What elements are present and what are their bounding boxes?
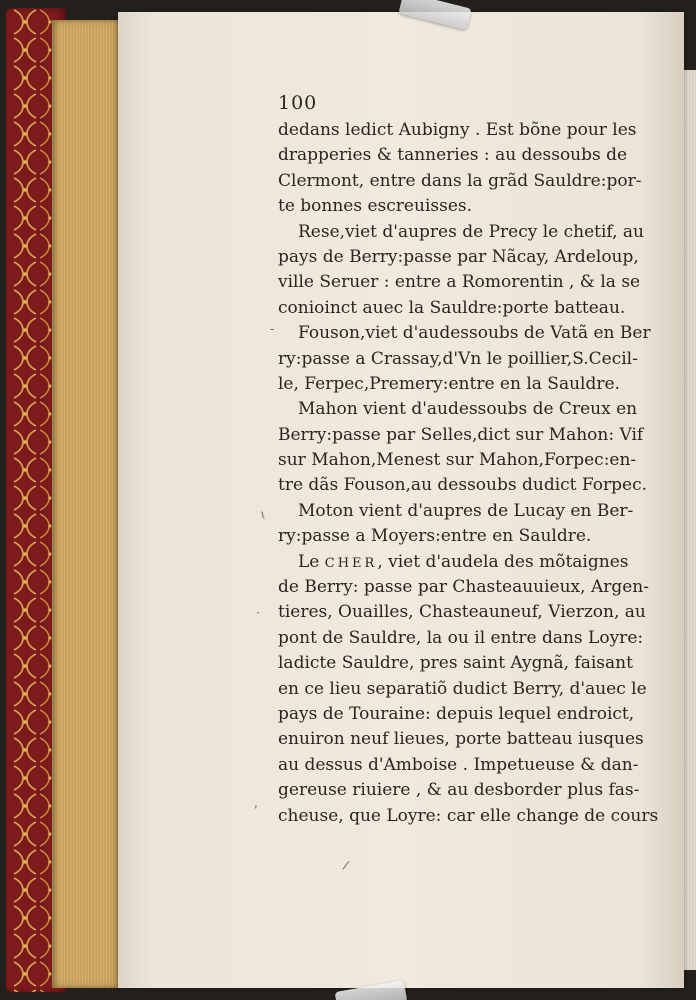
text-fragment: , viet d'audela des mõtaignes bbox=[377, 551, 629, 572]
margin-mark: , bbox=[254, 796, 258, 810]
text-line: dedans ledict Aubigny . Est bõne pour les bbox=[278, 120, 637, 140]
text-line: de Berry: passe par Chasteauuieux, Argen- bbox=[278, 577, 649, 598]
text-line: en ce lieu separatiõ dudict Berry, d'auec le bbox=[278, 678, 647, 699]
margin-mark: · bbox=[256, 606, 260, 620]
text-line: te bonnes escreuisses. bbox=[278, 196, 473, 217]
text-line: pays de Touraine: depuis lequel endroict, bbox=[278, 703, 635, 724]
margin-mark: - bbox=[270, 322, 275, 336]
text-line: conioinct auec la Sauldre:porte batteau. bbox=[278, 297, 626, 318]
text-line: enuiron neuf lieues, porte batteau iusques bbox=[278, 729, 644, 750]
text-line bbox=[278, 550, 668, 575]
text-line: le, Ferpec,Premery:entre en la Sauldre. bbox=[278, 373, 620, 394]
text-line: gereuse riuiere , & au desborder plus fas- bbox=[278, 780, 640, 801]
text-line: sur Mahon,Menest sur Mahon,Forpec:en- bbox=[278, 450, 637, 471]
margin-mark: ~ bbox=[254, 507, 272, 523]
text-line: Berry:passe par Selles,dict sur Mahon: Vif bbox=[278, 424, 644, 445]
text-fragment: Le bbox=[298, 551, 320, 572]
page-text bbox=[278, 88, 668, 829]
page-number: 100 bbox=[278, 92, 318, 114]
text-line: au dessus d'Amboise . Impetueuse & dan- bbox=[278, 754, 639, 775]
text-line: Fouson,viet d'audessoubs de Vatã en Ber bbox=[298, 323, 651, 344]
gilt-page-edges bbox=[52, 20, 122, 988]
text-line: drapperies & tanneries : au dessoubs de bbox=[278, 145, 628, 166]
text-line: Mahon vient d'audessoubs de Creux en bbox=[298, 399, 638, 420]
margin-mark: / bbox=[341, 857, 351, 873]
text-line: pont de Sauldre, la ou il entre dans Loyre: bbox=[278, 627, 644, 648]
text-line: Moton vient d'aupres de Lucay en Ber- bbox=[298, 500, 634, 521]
text-line: cheuse, que Loyre: car elle change de cours bbox=[278, 805, 659, 826]
text-line: Clermont, entre dans la grãd Sauldre:por- bbox=[278, 170, 642, 191]
text-line: pays de Berry:passe par Nãcay, Ardeloup, bbox=[278, 246, 639, 267]
text-line: ry:passe a Crassay,d'Vn le poillier,S.Cecil- bbox=[278, 348, 638, 369]
text-line: tre dãs Fouson,au dessoubs dudict Forpec. bbox=[278, 475, 648, 496]
text-line: tieres, Ouailles, Chasteauneuf, Vierzon, au bbox=[278, 602, 646, 623]
text-line: ladicte Sauldre, pres saint Aygnã, faisant bbox=[278, 653, 633, 674]
text-line: ville Seruer : entre a Romorentin , & la se bbox=[278, 272, 641, 293]
river-name-cher: CHER bbox=[324, 555, 378, 571]
text-line: Rese,viet d'aupres de Precy le chetif, au bbox=[298, 221, 645, 242]
text-line: ry:passe a Moyers:entre en Sauldre. bbox=[278, 526, 592, 547]
